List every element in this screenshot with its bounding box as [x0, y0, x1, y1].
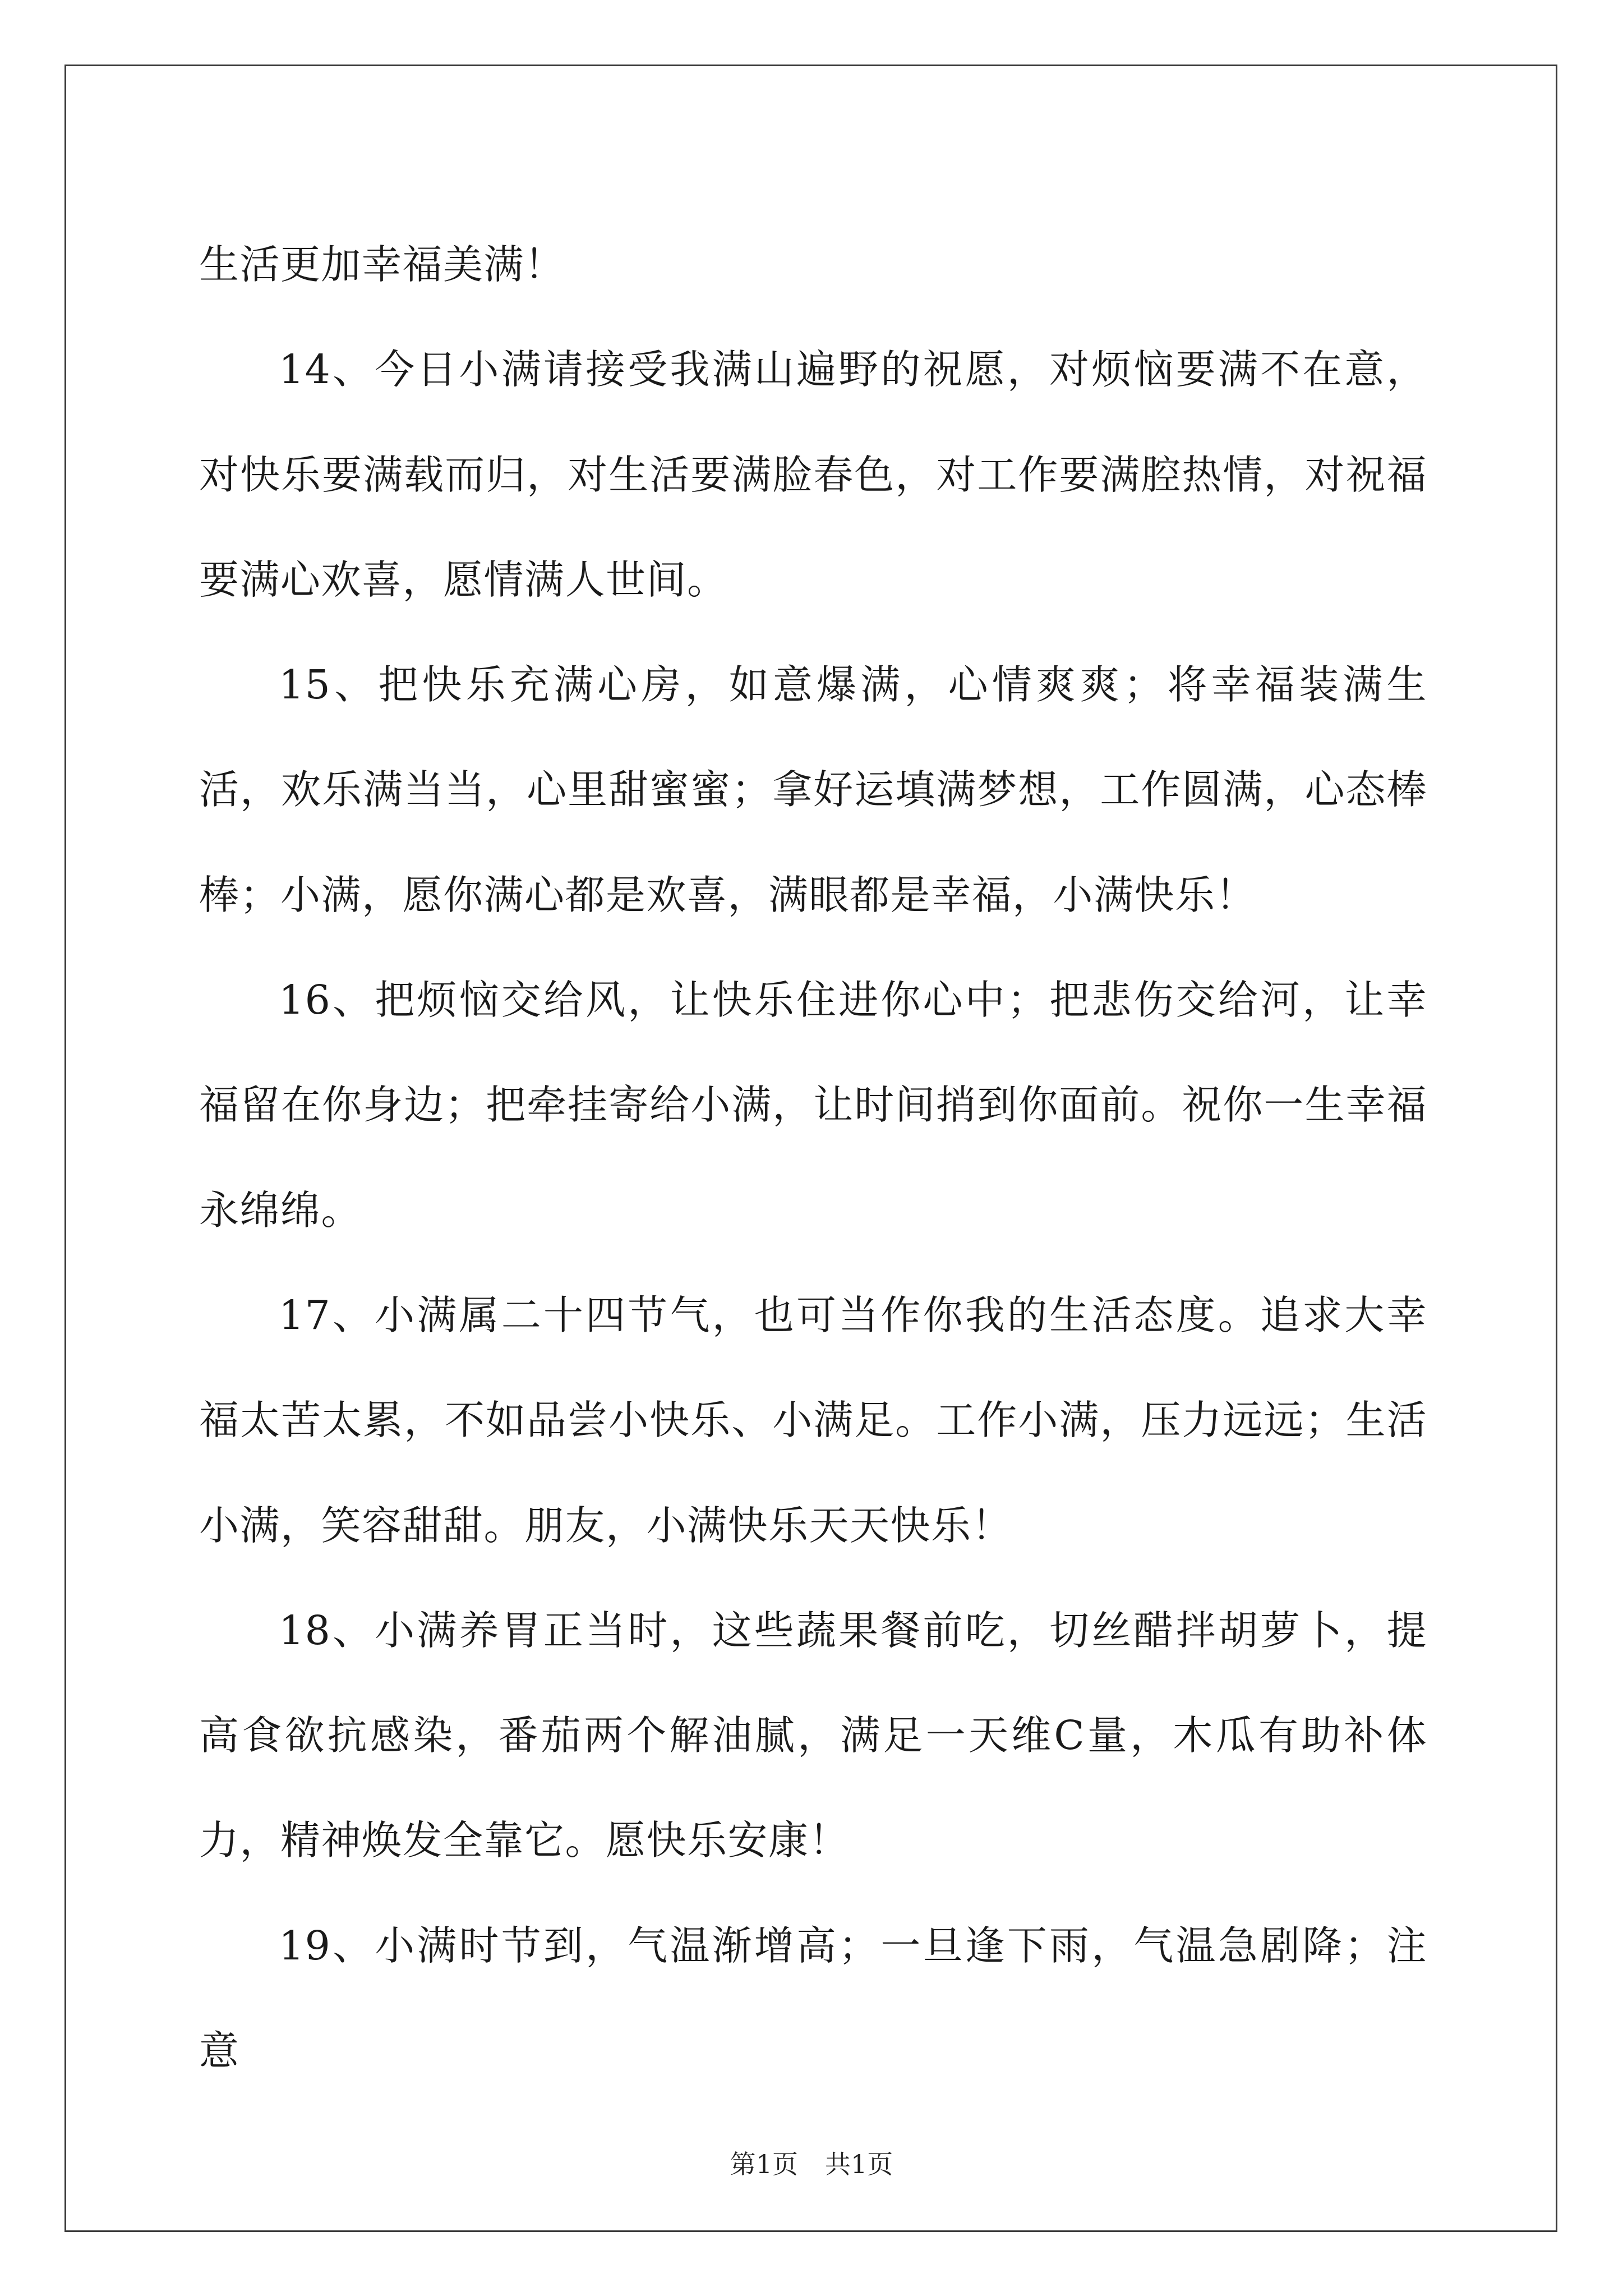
- paragraph-continued: 生活更加幸福美满！: [199, 241, 565, 288]
- paragraph-19: 19、小满时节到，气温渐增高；一旦逢下雨，气温急剧降；注意: [199, 1922, 1427, 2074]
- paragraph-16: 16、把烦恼交给风，让快乐住进你心中；把悲伤交给河，让幸福留在你身边；把牵挂寄给小满，让时间捎到你面前。祝你一生幸福永绵绵。: [199, 977, 1427, 1234]
- paragraph-15: 15、把快乐充满心房，如意爆满，心情爽爽；将幸福装满生活，欢乐满当当，心里甜蜜蜜；拿好运填满梦想，工作圆满，心态棒棒；小满，愿你满心都是欢喜，满眼都是幸福，小满快乐！: [199, 661, 1427, 918]
- document-body: [199, 212, 1427, 2103]
- page-number-total: 共1页: [825, 2149, 893, 2179]
- page-footer: [0, 2148, 1623, 2180]
- paragraph-18: 18、小满养胃正当时，这些蔬果餐前吃，切丝醋拌胡萝卜，提高食欲抗感染，番茄两个解油腻，满足一天维C量，木瓜有助补体力，精神焕发全靠它。愿快乐安康！: [199, 1607, 1427, 1864]
- paragraph-14: 14、今日小满请接受我满山遍野的祝愿，对烦恼要满不在意，对快乐要满载而归，对生活要满脸春色，对工作要满腔热情，对祝福要满心欢喜，愿情满人世间。: [199, 346, 1427, 603]
- paragraph-17: 17、小满属二十四节气，也可当作你我的生活态度。追求大幸福太苦太累，不如品尝小快乐、小满足。工作小满，压力远远；生活小满，笑容甜甜。朋友，小满快乐天天快乐！: [199, 1291, 1427, 1549]
- page-number-current: 第1页: [730, 2149, 798, 2179]
